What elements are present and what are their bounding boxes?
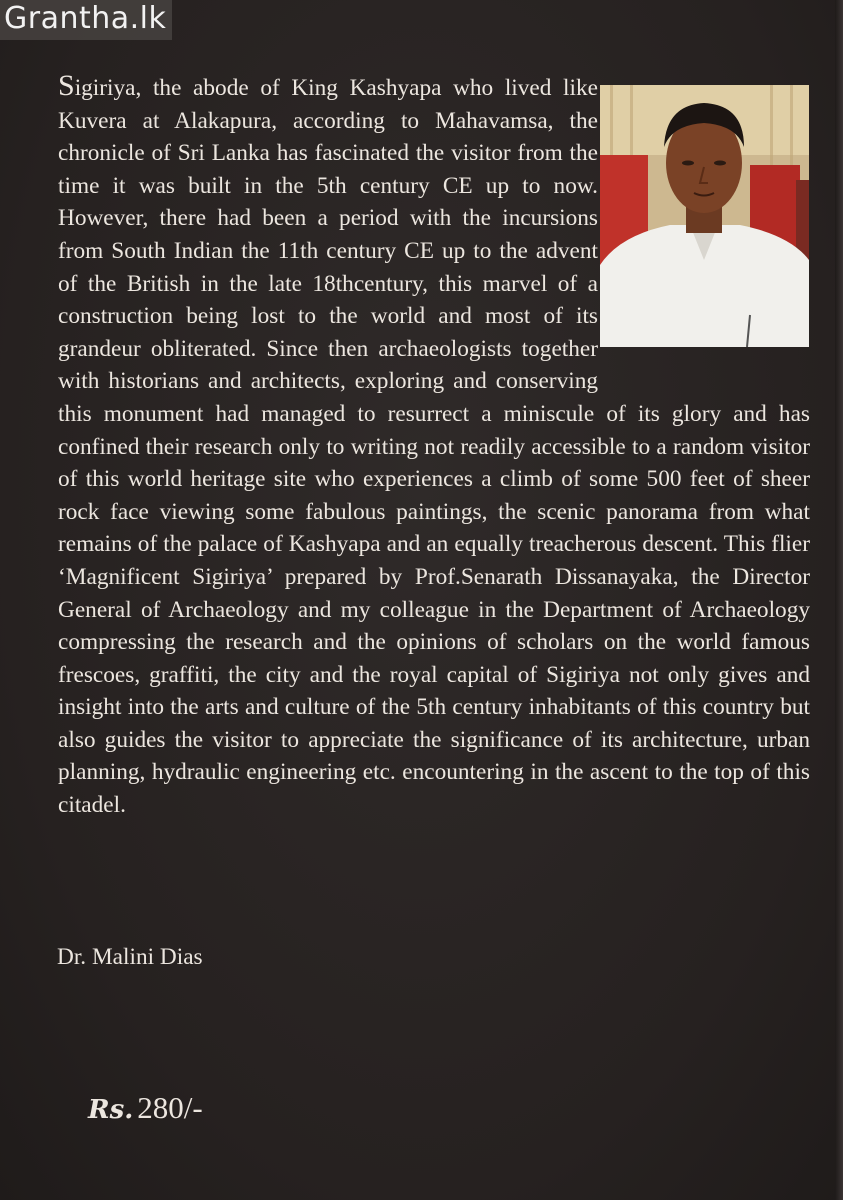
book-spine-edge [835, 0, 843, 1200]
price-amount: 280/- [137, 1090, 203, 1125]
portrait-wrap-space [598, 70, 810, 366]
price-label [88, 1088, 203, 1130]
blurb-first-letter: S [58, 69, 75, 102]
back-cover-blurb [58, 70, 810, 822]
watermark-logo: Grantha.lk [0, 0, 172, 40]
blurb-body-text: igiriya, the abode of King Kashyapa who lived like Kuvera at Alakapura, according to Mahavamsa, the chronicle of Sri Lanka has fascinated the visitor from the time it was built in the 5th century CE up to now. However, there had been a period with the incursions from South Indian the 11th century CE up to the advent of the British in the late 18thcentury, this marvel of a construction being lost to the world and most of its grandeur obliterated. Since then archaeologists together with historians and architects, exploring and conserving this monument had managed to resurrect a miniscule of its glory and has confined their research only to writing not readily accessible to a random visitor of this world heritage site who experiences a climb of some 500 feet of sheer rock face viewing some fabulous paintings, the scenic panorama from what remains of the palace of Kashyapa and an equally treacherous descent. This flier ‘Magnificent Sigiriya’ prepared by Prof.Senarath Dissanayaka, the Director General of Archaeology and my colleague in the Department of Archaeology compressing the research and the opinions of scholars on the world famous frescoes, graffiti, the city and the royal capital of Sigiriya not only gives and insight into the arts and culture of the 5th century inhabitants of this country but also guides the visitor to appreciate the significance of its architecture, urban planning, hydraulic engineering etc. encountering in the ascent to the top of this citadel. [58, 75, 810, 819]
price-currency: Rs. [88, 1095, 134, 1125]
author-signature: Dr. Malini Dias [57, 944, 203, 970]
